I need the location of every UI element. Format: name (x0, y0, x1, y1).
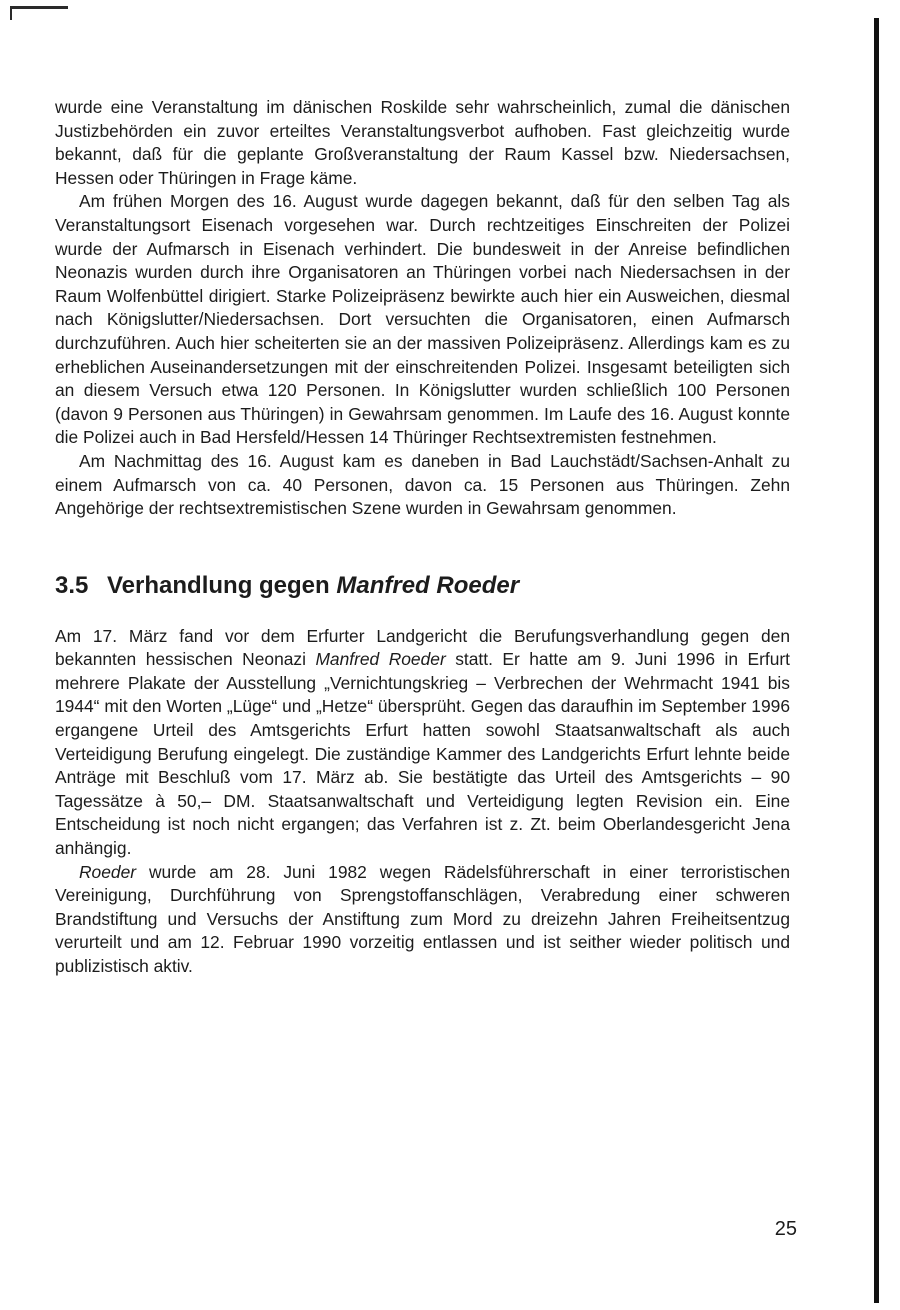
person-name-short: Roeder (79, 861, 137, 882)
paragraph-berufung-part-a: Am 17. März fand vor dem Erfurter Landgericht die Berufungsverhandlung gegen den bekannten hessischen Neonazi (55, 625, 790, 670)
section-title-text: Verhandlung gegen (107, 571, 337, 599)
scan-corner-mark-vertical (10, 6, 12, 20)
page-number: 25 (774, 1218, 797, 1240)
section-title-name: Manfred Roeder (336, 571, 520, 599)
paragraph-lauchstaedt: Am Nachmittag des 16. August kam es daneben in Bad Lauchstädt/Sachsen-Anhalt zu einem Aufmarsch von ca. 40 Personen, davon ca. 15 Personen aus Thüringen. Zehn Angehörige der rechtsextremistischen Szene wurden in Gewahrsam genommen. (55, 450, 790, 519)
section-heading (55, 571, 790, 601)
scan-corner-mark (10, 6, 68, 9)
paragraph-berufung (55, 625, 790, 861)
paragraph-eisenach: Am frühen Morgen des 16. August wurde dagegen bekannt, daß für den selben Tag als Veranstaltungsort Eisenach vorgesehen war. Durch rechtzeitiges Einschreiten der Polizei wurde der Aufmarsch in Eisenach verhindert. Die bundesweit in der Anreise befindlichen Neonazis wurden durch ihre Organisatoren an Thüringen vorbei nach Niedersachsen in der Raum Wolfenbüttel dirigiert. Starke Polizeipräsenz bewirkte auch hier ein Ausweichen, diesmal nach Königslutter/Niedersachsen. Dort versuchten die Organisatoren, einen Aufmarsch durchzuführen. Auch hier scheiterten sie an der massiven Polizeipräsenz. Allerdings kam es zu erheblichen Auseinandersetzungen mit der einschreitenden Polizei. Insgesamt beteiligten sich an diesem Versuch etwa 120 Personen. In Königslutter wurden schließlich 100 Personen (davon 9 Personen aus Thüringen) in Gewahrsam genommen. Im Laufe des 16. August konnte die Polizei auch in Bad Hersfeld/Hessen 14 Thüringer Rechtsextremisten festnehmen. (55, 191, 790, 448)
paragraph-verurteilung-text: wurde am 28. Juni 1982 wegen Rädelsführerschaft in einer terroristischen Vereinigung, Durchführung von Sprengstoffanschlägen, Verabredung einer schweren Brandstiftung und Versuchs der Anstiftung zum Mord zu dreizehn Jahren Freiheitsentzug verurteilt und am 12. Februar 1990 vorzeitig entlassen und ist seither wieder politisch und publizistisch aktiv. (55, 861, 790, 976)
paragraph-berufung-part-b: statt. Er hatte am 9. Juni 1996 in Erfurt mehrere Plakate der Ausstellung „Vernichtungskrieg – Verbrechen der Wehrmacht 1941 bis 1944“ mit den Worten „Lüge“ und „Hetze“ übersprüht. Gegen das daraufhin im September 1996 ergangene Urteil des Amtsgerichts Erfurt hatten sowohl Staatsanwaltschaft als auch Verteidigung Berufung eingelegt. Die zuständige Kammer des Landgerichts Erfurt lehnte beide Anträge mit Beschluß vom 17. März ab. Sie bestätigte das Urteil des Amtsgerichts – 90 Tagessätze à 50,– DM. Staatsanwaltschaft und Verteidigung legten Revision ein. Eine Entscheidung ist noch nicht ergangen; das Verfahren ist z. Zt. beim Oberlandesgericht Jena anhängig. (55, 649, 790, 859)
paragraph-verurteilung (55, 861, 790, 979)
section-title (107, 571, 519, 601)
scan-binding-edge (874, 18, 879, 1303)
paragraph-roskilde: wurde eine Veranstaltung im dänischen Roskilde sehr wahrscheinlich, zumal die dänischen Justizbehörden ein zuvor erteiltes Veranstaltungsverbot aufhoben. Fast gleichzeitig wurde bekannt, daß für die geplante Großveranstaltung der Raum Kassel bzw. Niedersachsen, Hessen oder Thüringen in Frage käme. (55, 97, 790, 188)
person-name: Manfred Roeder (315, 649, 446, 670)
page-body (55, 96, 790, 979)
section-number: 3.5 (55, 571, 89, 599)
